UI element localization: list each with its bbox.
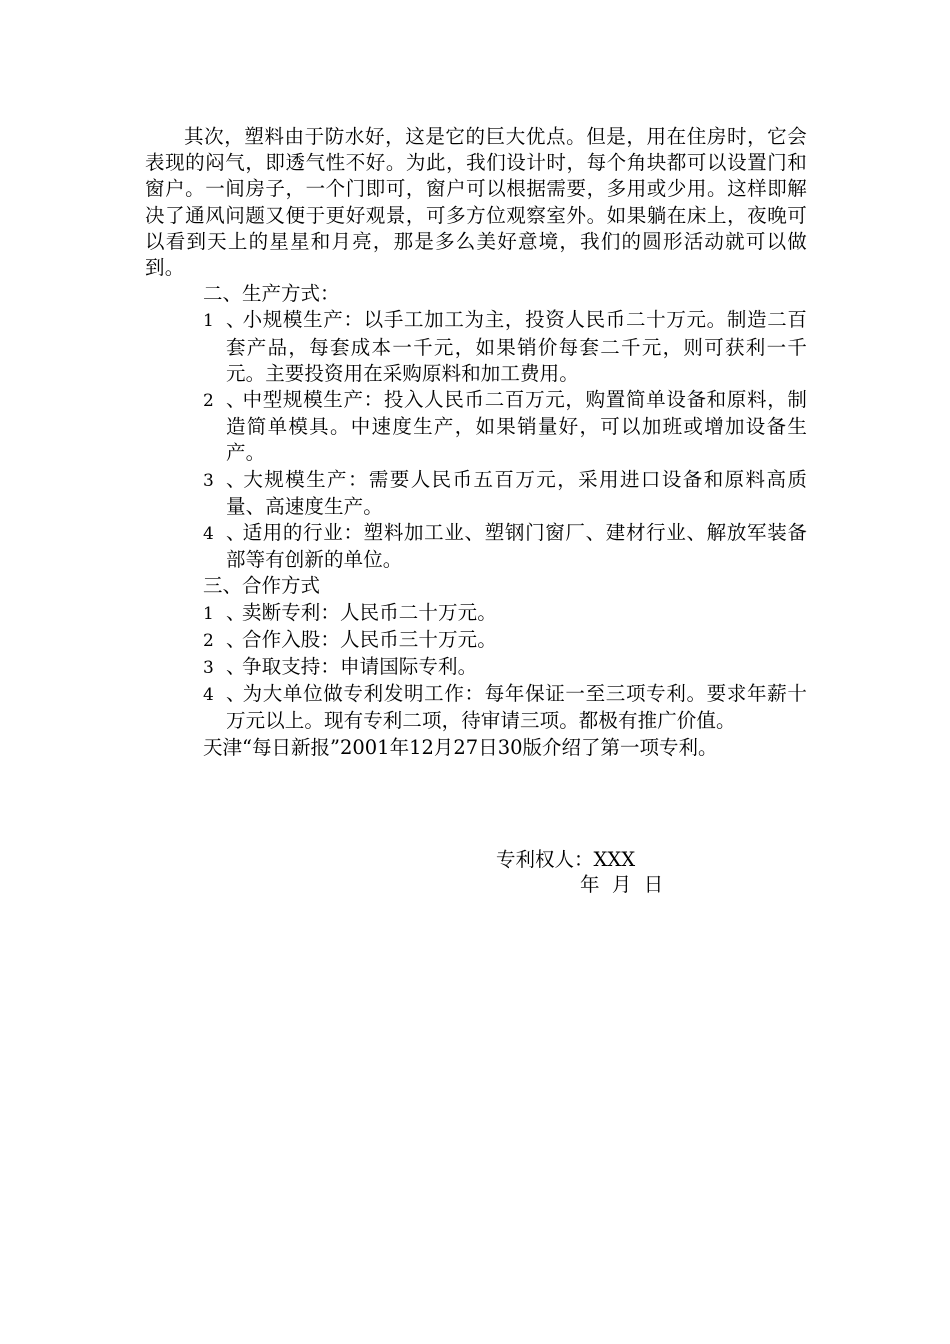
list-item-text: 卖断专利：人民币二十万元。 (242, 600, 497, 624)
list-item (145, 627, 807, 654)
list-item-text: 合作入股：人民币三十万元。 (242, 627, 497, 651)
list-number: 2 (203, 630, 214, 651)
list-separator: 、 (226, 655, 246, 679)
list-item-text: 小规模生产：以手工加工为主，投资人民币二十万元。制造二百套产品，每套成本一千元，如果销价每套二千元，则可获利一千元。主要投资用在采购原料和加工费用。 (226, 308, 807, 385)
list-number: 2 (203, 391, 214, 412)
intro-paragraph: 其次，塑料由于防水好，这是它的巨大优点。但是，用在住房时，它会表现的闷气，即透气性不好。为此，我们设计时，每个角块都可以设置门和窗户。一间房子，一个门即可，窗户可以根据需要，多用或少用。这样即解决了通风问题又便于更好观景，可多方位观察室外。如果躺在床上，夜晚可以看到天上的星星和月亮，那是多么美好意境，我们的圆形活动就可以做到。 (145, 125, 807, 280)
list-number: 3 (203, 470, 214, 491)
list-separator: 、 (226, 682, 246, 706)
section-heading-production: 二、生产方式： (203, 282, 340, 306)
closing-line: 天津“每日新报”2001年12月27日30版介绍了第一项专利。 (203, 735, 718, 759)
list-item (145, 600, 807, 627)
list-separator: 、 (226, 600, 246, 624)
list-number: 4 (203, 685, 214, 706)
list-separator: 、 (226, 308, 246, 332)
list-number: 4 (203, 524, 214, 545)
list-item-text: 争取支持：申请国际专利。 (242, 655, 478, 679)
list-item (145, 520, 807, 573)
list-number: 3 (203, 658, 214, 679)
list-item (145, 681, 807, 734)
list-item (145, 387, 807, 467)
list-separator: 、 (226, 627, 246, 651)
list-item (145, 307, 807, 387)
signature-date: 年 月 日 (580, 873, 664, 896)
list-separator: 、 (226, 388, 246, 412)
list-item-text: 大规模生产：需要人民币五百万元，采用进口设备和原料高质量、高速度生产。 (226, 467, 807, 518)
list-item (145, 654, 807, 681)
list-item (145, 467, 807, 520)
list-item-text: 中型规模生产：投入人民币二百万元，购置简单设备和原料，制造简单模具。中速度生产，如果销量好，可以加班或增加设备生产。 (226, 388, 807, 465)
list-separator: 、 (226, 467, 246, 491)
section-heading-cooperation: 三、合作方式 (203, 574, 321, 598)
list-number: 1 (203, 311, 214, 332)
list-separator: 、 (226, 521, 246, 545)
document-body (145, 124, 807, 761)
patentee-signature: 专利权人：XXX (496, 848, 636, 871)
list-number: 1 (203, 603, 214, 624)
list-item-text: 适用的行业：塑料加工业、塑钢门窗厂、建材行业、解放军装备部等有创新的单位。 (226, 521, 807, 572)
list-item-text: 为大单位做专利发明工作：每年保证一至三项专利。要求年薪十万元以上。现有专利二项，待审请三项。都极有推广价值。 (226, 682, 807, 733)
